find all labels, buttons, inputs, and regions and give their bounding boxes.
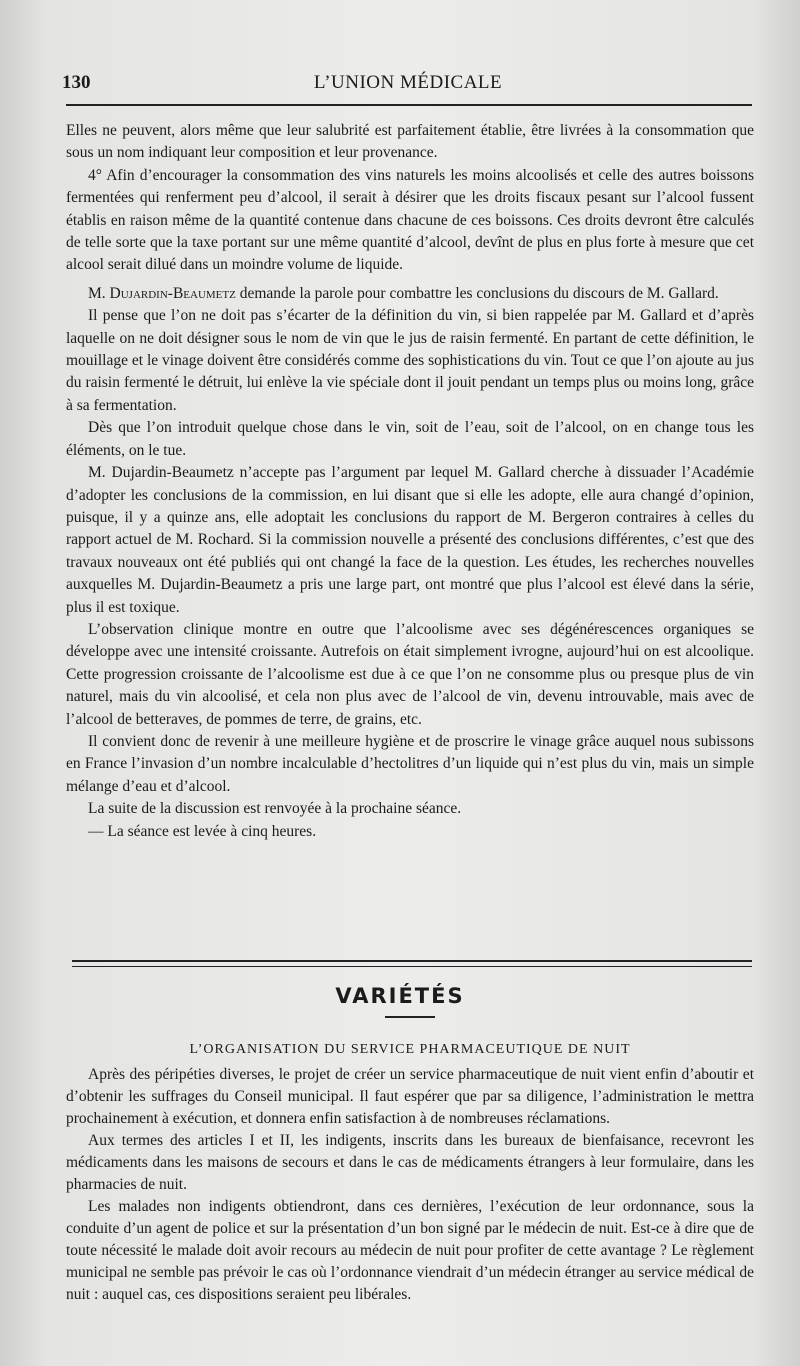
page-number: 130 xyxy=(62,72,91,93)
paragraph-3-text: demande la parole pour combattre les conclusions du discours de M. Gallard. xyxy=(235,284,719,302)
article-text xyxy=(66,1064,754,1306)
paragraph-1: Elles ne peuvent, alors même que leur salubrité est parfaitement établie, être livrées à la consommation que sous un nom indiquant leur composition et leur provenance. xyxy=(66,122,754,162)
header-rule xyxy=(66,104,752,106)
paragraph-5: Dès que l’on introduit quelque chose dans le vin, soit de l’eau, soit de l’alcool, on en change tous les éléments, on le tue. xyxy=(66,419,754,459)
section-divider-thick xyxy=(72,960,752,962)
paragraph-3 xyxy=(66,283,754,305)
article-paragraph-1: Après des péripéties diverses, le projet de créer un service pharmaceutique de nuit vient enfin d’aboutir et d’obtenir les suffrages du Conseil municipal. Il faut espérer que par sa diligence, l’administration le mettra prochainement à exécution, et donnera enfin satisfaction à de nombreuses réclamations. xyxy=(66,1066,754,1127)
paragraph-7: L’observation clinique montre en outre que l’alcoolisme avec ses dégénérescences organiques se développe avec une intensité croissante. Autrefois on était simplement ivrogne, aujourd’hui on est alcoolique. Cette progression croissante de l’alcoolisme est due à ce que l’on ne consomme plus ou presque plus de vin naturel, mais du vin alcoolisé, et cela non plus avec de l’alcool de vin, devenu introuvable, mais avec de l’alcool de betteraves, de pommes de terre, de grains, etc. xyxy=(66,620,754,728)
section-title: VARIÉTÉS xyxy=(335,984,465,1008)
article-title: L’ORGANISATION DU SERVICE PHARMACEUTIQUE DE NUIT xyxy=(189,1042,631,1057)
paragraph-9: La suite de la discussion est renvoyée à la prochaine séance. xyxy=(88,800,462,818)
article-paragraph-3: Les malades non indigents obtiendront, dans ces dernières, l’exécution de leur ordonnance, sous la conduite d’un agent de police et sur la présentation d’un bon signé par le médecin de nuit. Est-ce à dire que de toute nécessité le malade doit avoir recours au médecin de nuit pour profiter de cette avantage ? Le règlement municipal ne semble pas prévoir le cas où l’ordonnance viendrait d’un médecin étranger au service médical de nuit : auquel cas, ces dispositions seraient peu libérales. xyxy=(66,1198,754,1303)
paragraph-8: Il convient donc de revenir à une meilleure hygiène et de proscrire le vinage grâce auquel nous subissons en France l’invasion d’un nombre incalculable d’hectolitres d’un liquide qui n’est plus du vin, mais un simple mélange d’eau et d’alcool. xyxy=(66,732,754,795)
paragraph-10: — La séance est levée à cinq heures. xyxy=(88,822,317,840)
section-divider-thin xyxy=(72,966,752,967)
running-title: L’UNION MÉDICALE xyxy=(313,72,503,93)
article-paragraph-2: Aux termes des articles I et II, les indigents, inscrits dans les bureaux de bienfaisance, recevront les médicaments dans les maisons de secours et dans le cas de médicaments étrangers à leur formulaire, dans les pharmacies de nuit. xyxy=(66,1132,754,1193)
paragraph-6: M. Dujardin-Beaumetz n’accepte pas l’argument par lequel M. Gallard cherche à dissuader l’Académie d’adopter les conclusions de la commission, en lui disant que si elle les adopte, elle aura changé d’opinion, puisque, il y a quinze ans, elle adoptait les conclusions du rapport de M. Bergeron contraires à celles du rapport actuel de M. Rochard. Si la commission nouvelle a présenté des conclusions différentes, c’est que des travaux nouveaux ont été publiés qui ont changé la face de la question. Les études, les recherches nouvelles auxquelles M. Dujardin-Beaumetz a pris une large part, ont montré que plus l’alcool est élevé dans la série, plus il est toxique. xyxy=(66,464,754,616)
paragraph-4: Il pense que l’on ne doit pas s’écarter de la définition du vin, si bien rappelée par M. Gallard et d’après laquelle on ne doit désigner sous le nom de vin que le jus de raisin fermenté. En partant de cette définition, le mouillage et le vinage doivent être considérés comme des sophistications du vin. Tout ce que l’on ajoute au jus du raisin fermenté le détruit, lui enlève la vie spéciale dont il jouit pendant un temps plus ou moins long, grâce à sa fermentation. xyxy=(66,307,754,414)
page-header xyxy=(62,72,754,102)
speaker-name: M. Dujardin-Beaumetz xyxy=(88,284,236,302)
paragraph-2: 4° Afin d’encourager la consommation des vins naturels les moins alcoolisés et celle des autres boissons fermentées qui renferment peu d’alcool, il serait à désirer que les droits fiscaux pesant sur l’alcool fussent établis en raison même de la quantité contenue dans chacune de ces boissons. Ces droits devront être calculés de telle sorte que la taxe portant sur une même quantité d’alcool, devînt de plus en plus forte à mesure que cet alcool serait dilué dans un moindre volume de liquide. xyxy=(66,166,754,274)
discussion-text xyxy=(66,120,754,843)
section-title-rule xyxy=(385,1016,435,1018)
